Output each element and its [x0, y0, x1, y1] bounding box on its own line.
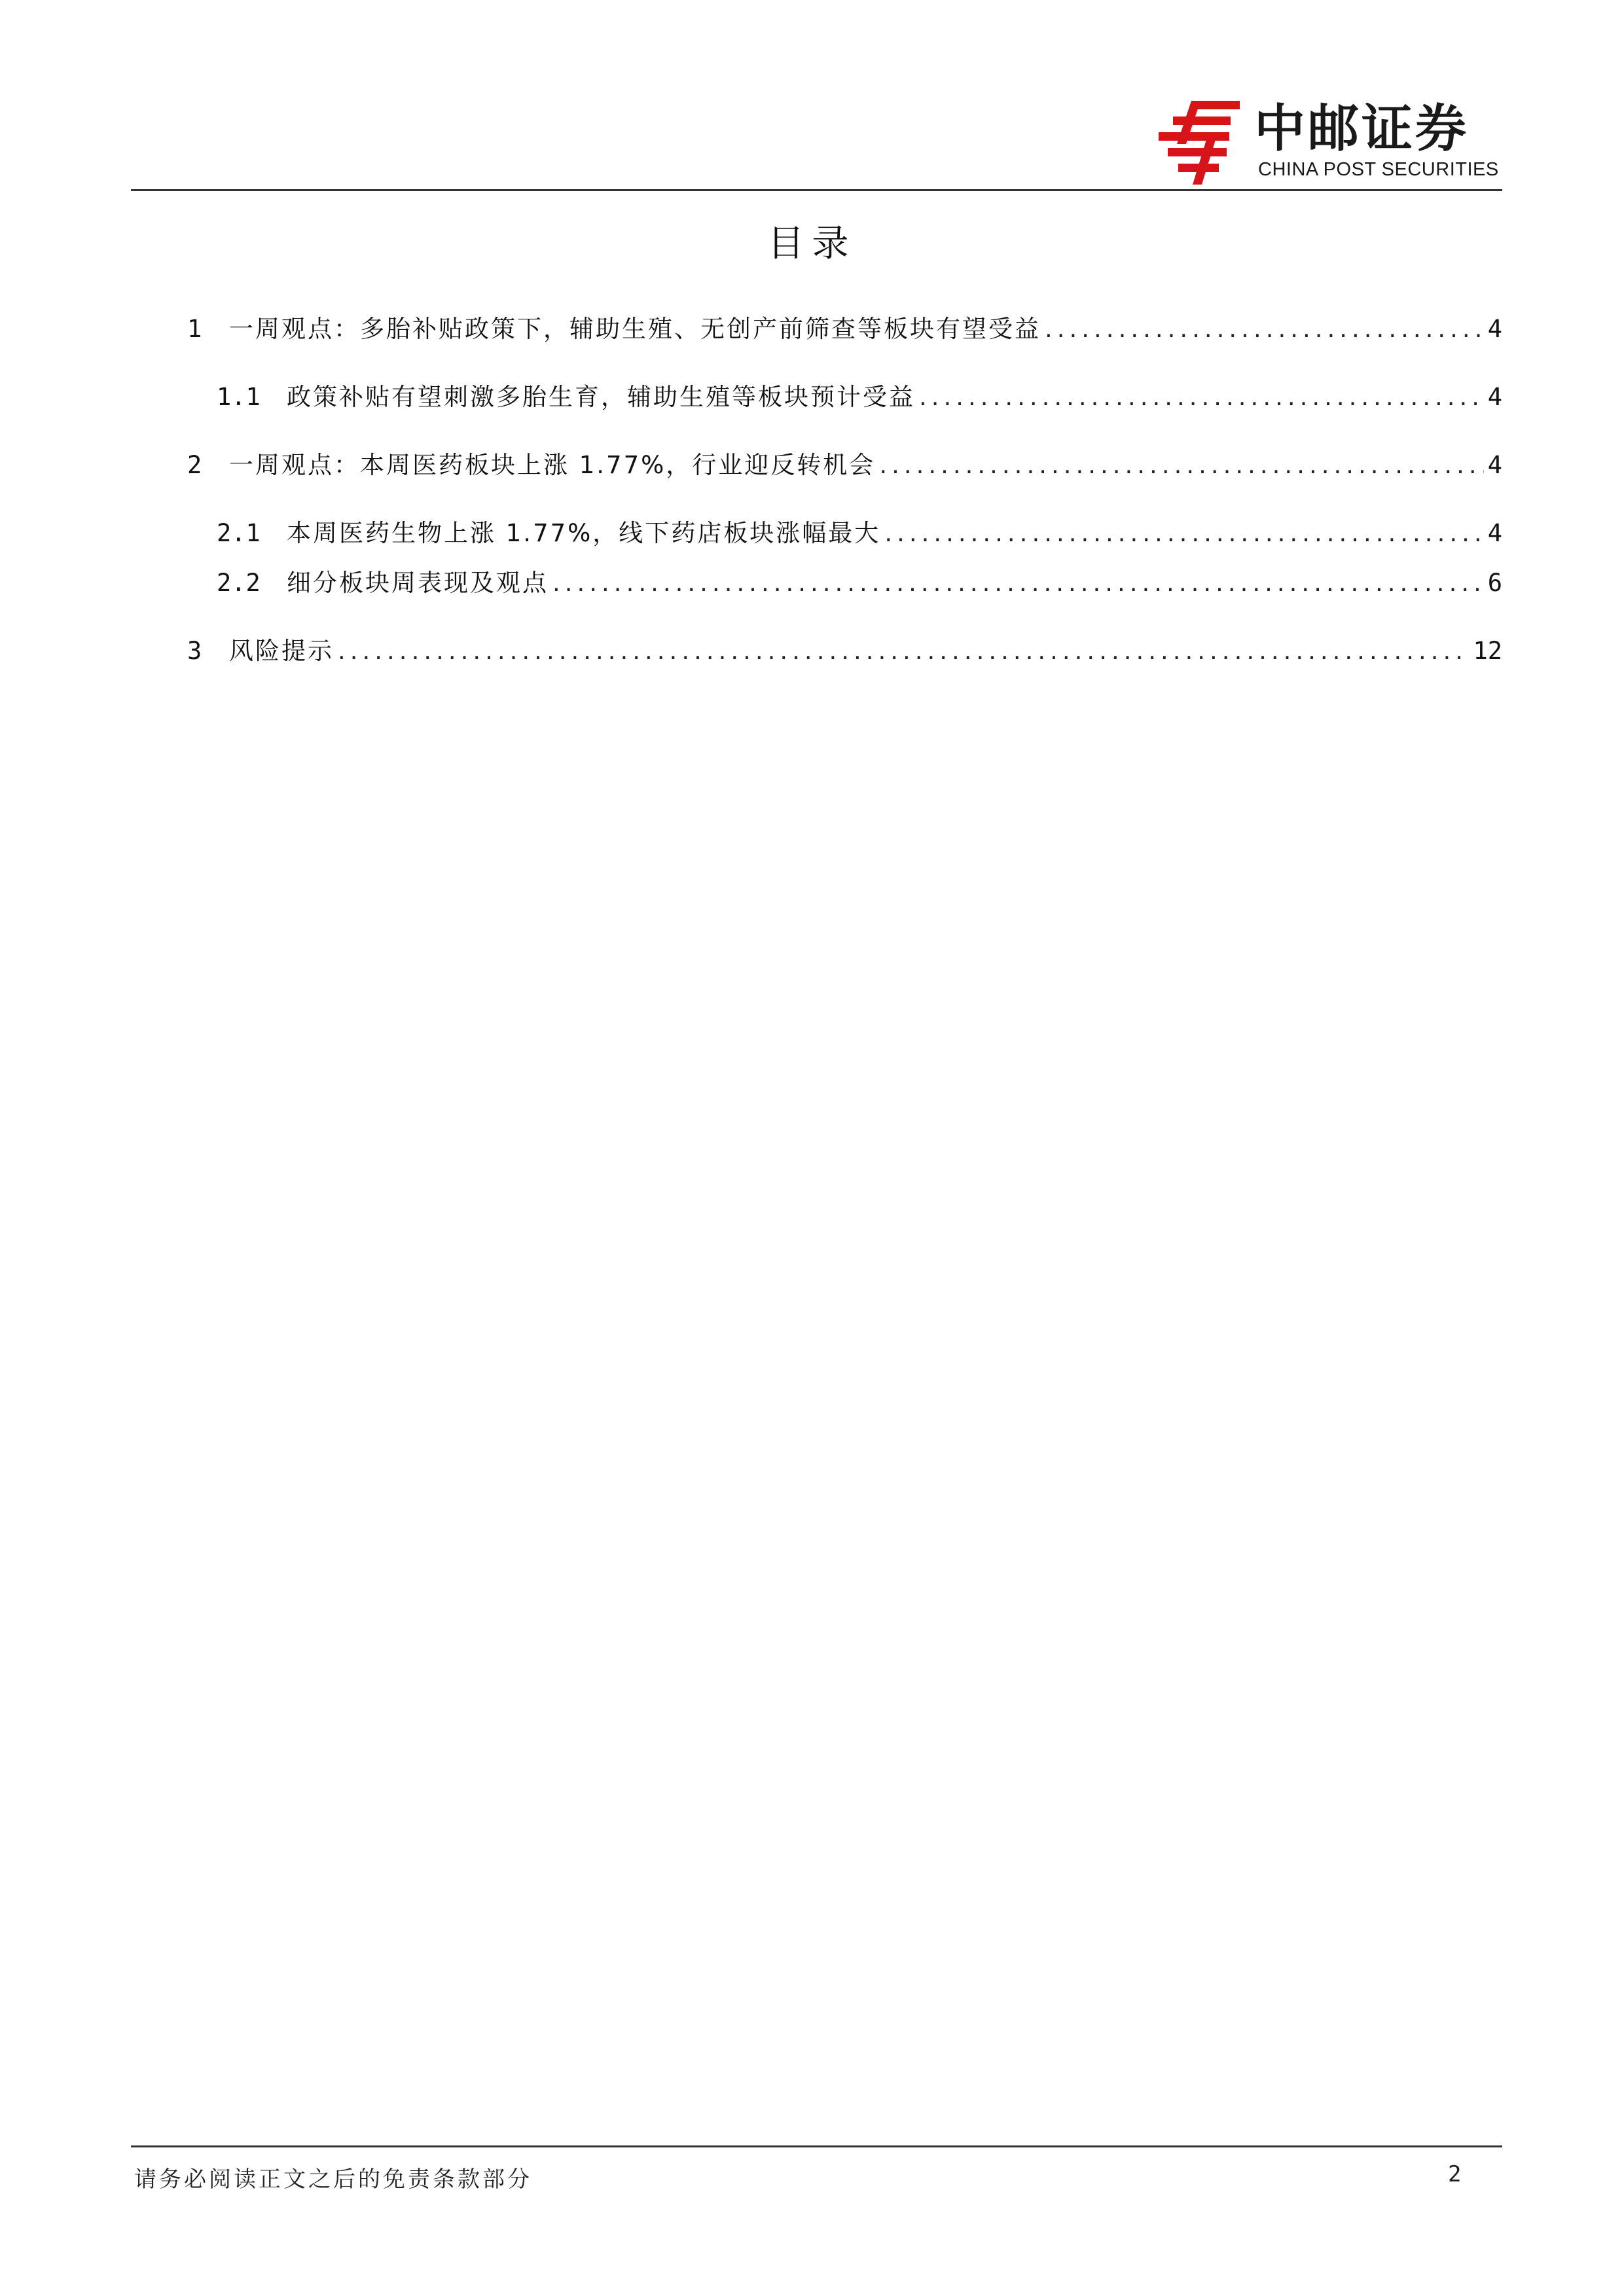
toc-entry-number: 1	[187, 315, 202, 343]
toc-entry-number: 2.2	[217, 569, 261, 597]
toc-entry-line	[287, 517, 1502, 550]
toc-leader-dots	[879, 449, 1483, 482]
toc-entry-number: 2	[187, 451, 202, 479]
toc-leader-dots	[919, 381, 1484, 414]
toc-entry-page: 4	[1487, 383, 1502, 411]
page-number: 2	[1448, 2161, 1462, 2187]
toc-entry[interactable]	[0, 635, 1624, 668]
toc-entry[interactable]	[0, 381, 1624, 414]
toc-entry-page: 4	[1487, 519, 1502, 547]
toc-title: 目录	[767, 223, 857, 265]
toc-entry-number: 1.1	[217, 383, 261, 411]
toc-entry[interactable]	[0, 449, 1624, 482]
footer-divider	[131, 2145, 1502, 2147]
toc-entry[interactable]	[0, 517, 1624, 550]
toc-entry-line	[229, 313, 1502, 346]
toc-entry-title: 风险提示	[229, 637, 334, 665]
toc-entry-number: 3	[187, 637, 202, 665]
toc-entry-title: 政策补贴有望刺激多胎生育，辅助生殖等板块预计受益	[287, 383, 915, 411]
toc-leader-dots	[884, 517, 1483, 550]
toc-entry-line	[287, 567, 1502, 600]
toc-entry-line	[287, 381, 1502, 414]
toc-leader-dots	[1045, 313, 1484, 346]
toc-leader-dots	[552, 567, 1484, 600]
toc-entry-line	[229, 635, 1502, 668]
toc-entry-title: 一周观点：本周医药板块上涨 1.77%，行业迎反转机会	[229, 451, 876, 479]
footer-disclaimer: 请务必阅读正文之后的免责条款部分	[134, 2166, 532, 2193]
toc-entry-title: 细分板块周表现及观点	[287, 569, 549, 597]
toc-entry-page: 12	[1473, 637, 1502, 665]
toc-entry-page: 6	[1487, 569, 1502, 597]
toc-entry[interactable]	[0, 567, 1624, 600]
toc-entry-line	[229, 449, 1502, 482]
toc-entry[interactable]	[0, 313, 1624, 346]
toc-leader-dots	[338, 635, 1469, 668]
logo-english-name: CHINA POST SECURITIES	[1258, 159, 1499, 180]
toc-entry-page: 4	[1487, 315, 1502, 343]
toc-entry-title: 本周医药生物上涨 1.77%，线下药店板块涨幅最大	[287, 519, 881, 547]
toc-entry-title: 一周观点：多胎补贴政策下，辅助生殖、无创产前筛查等板块有望受益	[229, 315, 1041, 343]
logo-chinese-name: 中邮证券	[1254, 99, 1470, 158]
toc-entry-page: 4	[1487, 451, 1502, 479]
toc-entry-number: 2.1	[217, 519, 261, 547]
table-of-contents	[0, 0, 1624, 720]
